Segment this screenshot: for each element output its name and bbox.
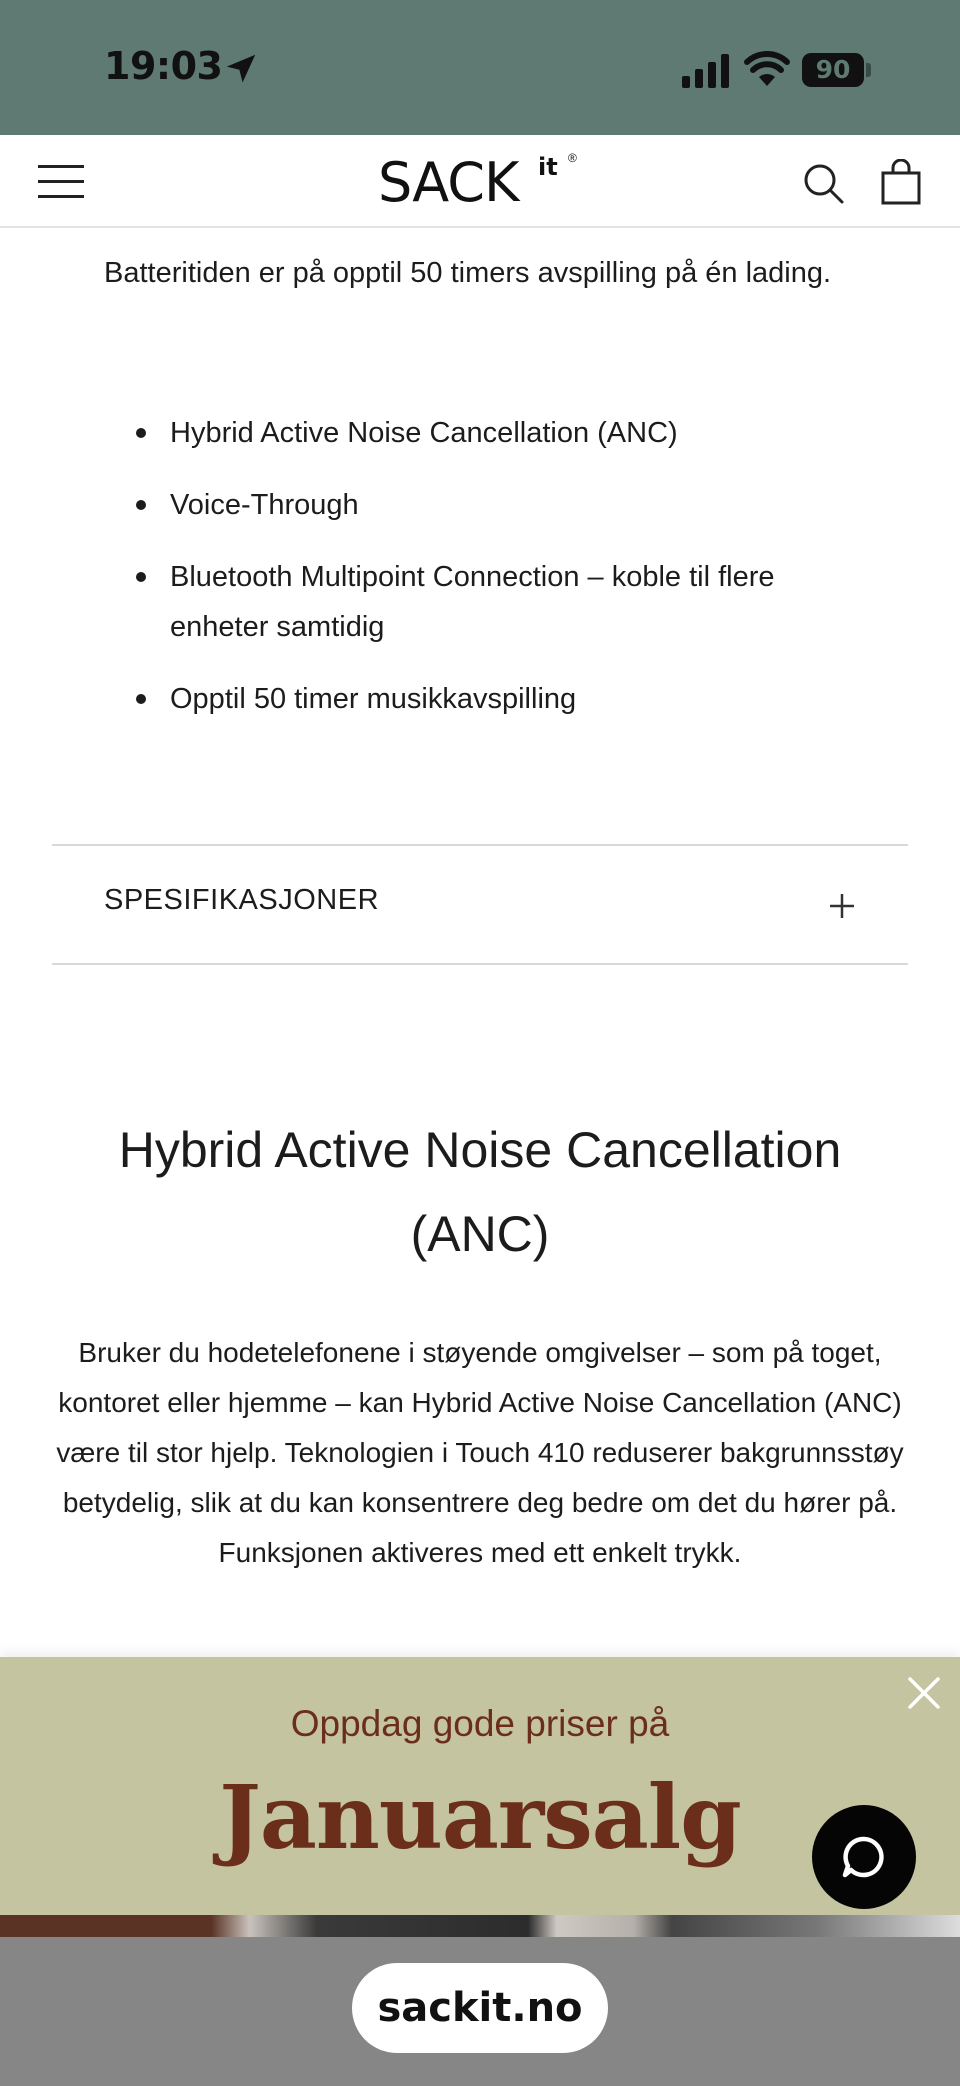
- logo-registered: ®: [568, 151, 577, 165]
- browser-bar: [0, 1937, 960, 2086]
- product-image-strip: [0, 1915, 960, 1937]
- wifi-icon: [744, 50, 790, 88]
- logo-it: it: [538, 153, 558, 181]
- shopping-bag-icon[interactable]: [880, 159, 922, 205]
- status-time: 19:03: [104, 44, 223, 88]
- battery-icon: 90: [802, 53, 864, 87]
- promo-title: Januarsalg: [219, 1765, 741, 1869]
- battery-description: Batteritiden er på opptil 50 timers avspilling på én lading.: [104, 257, 832, 289]
- section-heading: Hybrid Active Noise Cancellation (ANC): [118, 1122, 842, 1262]
- list-item: Opptil 50 timer musikkavspilling: [170, 674, 870, 724]
- signal-icon: [682, 54, 730, 88]
- chat-icon: [840, 1833, 888, 1881]
- battery-tip: [866, 63, 871, 77]
- menu-icon[interactable]: [38, 165, 84, 199]
- list-item: Voice-Through: [170, 480, 870, 530]
- accordion-title: SPESIFIKASJONER: [104, 884, 380, 916]
- search-icon[interactable]: [802, 162, 844, 204]
- logo-main: SACK: [378, 151, 519, 214]
- feature-list: [170, 408, 870, 746]
- list-item: Hybrid Active Noise Cancellation (ANC): [170, 408, 870, 458]
- promo-subtitle: Oppdag gode priser på: [290, 1703, 670, 1744]
- url-bar[interactable]: sackit.no: [352, 1963, 608, 2053]
- specifications-accordion[interactable]: [52, 844, 908, 965]
- site-header: [0, 135, 960, 228]
- chat-button[interactable]: [812, 1805, 916, 1909]
- status-bar: [0, 0, 960, 135]
- plus-icon[interactable]: [828, 892, 856, 920]
- section-body: Bruker du hodetelefonene i støyende omgivelser – som på toget, kontoret eller hjemme – kan Hybrid Active Noise Cancellation (ANC) være til stor hjelp. Teknologien i Touch 410 reduserer bakgrunnsstøy betydelig, slik at du kan konsentrere deg bedre om det du hører på. Funksjonen aktiveres med ett enkelt trykk.: [56, 1337, 904, 1568]
- list-item: Bluetooth Multipoint Connection – koble til flere enheter samtidig: [170, 552, 870, 652]
- location-arrow-icon: [222, 50, 260, 88]
